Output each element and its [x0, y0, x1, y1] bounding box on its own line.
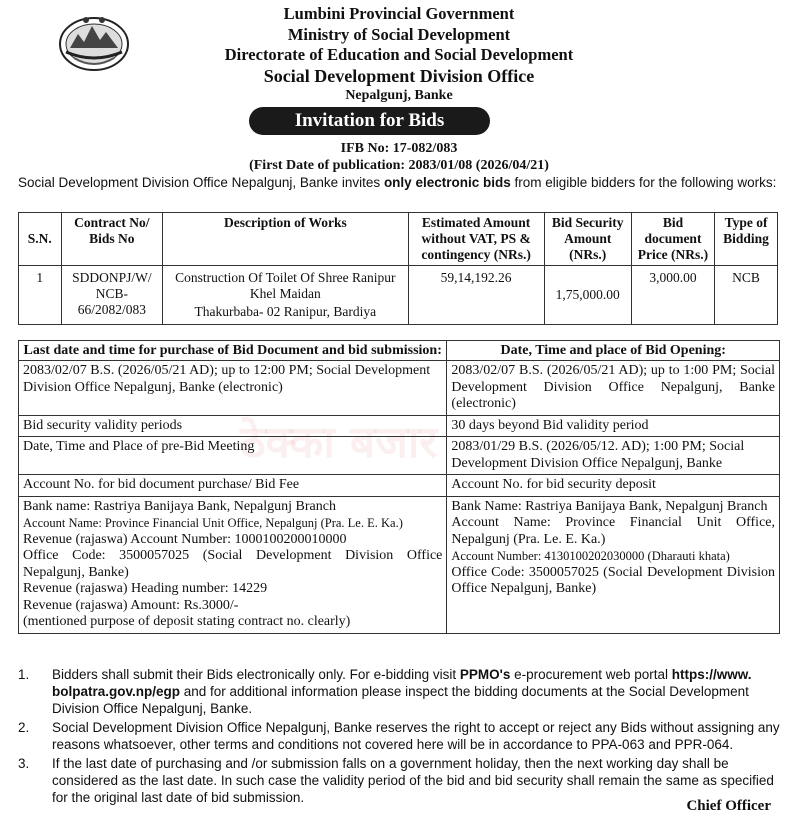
col-header-type: Type of Bidding: [715, 213, 778, 266]
table-row: [19, 475, 780, 497]
header-ministry: Ministry of Social Development: [287, 24, 511, 44]
col-header-bid-security: Bid Security Amount (NRs.): [544, 213, 631, 266]
header-office: Social Development Division Office: [263, 65, 535, 86]
cell-bid-security: 1,75,000.00: [544, 266, 631, 325]
col-header-description: Description of Works: [163, 213, 409, 266]
cell-sn: 1: [19, 266, 62, 325]
office-code: Office Code: 3500057025 (Social Development Division Office Nepalgunj, Banke): [23, 548, 443, 580]
signature-chief-officer: Chief Officer: [686, 798, 771, 814]
works-table-header-row: [19, 213, 778, 266]
watermark: ठेक्का बजार: [240, 417, 438, 468]
deposit-purpose-note: (mentioned purpose of deposit stating contract no. clearly): [23, 614, 351, 629]
account-name: Account Name: Province Financial Unit Office, Nepalgunj (Pra. Le. E. Ka.): [23, 516, 403, 530]
security-validity-value: 30 days beyond Bid validity period: [447, 415, 780, 437]
invitation-banner: Invitation for Bids: [249, 107, 490, 135]
note-number: 3.: [18, 756, 30, 771]
revenue-account-number: Revenue (rajaswa) Account Number: 1000100200010000: [23, 531, 347, 547]
list-item: [18, 755, 780, 806]
revenue-amount: Revenue (rajaswa) Amount: Rs.3000/-: [23, 597, 239, 613]
cell-description: [163, 266, 409, 325]
list-item: [18, 719, 780, 753]
submission-deadline: 2083/02/07 B.S. (2026/05/21 AD); up to 12:00 PM; Social Development Division Office Nepalgunj, Banke (electronic): [19, 361, 447, 416]
info-header-row: [19, 341, 780, 361]
bolpatra-link[interactable]: https://www. bolpatra.gov.np/egp: [52, 667, 752, 699]
note-text: Social Development Division Office Nepalgunj, Banke reserves the right to accept or reject any Bids without assigning any reasons whatsoever, other terms and conditions not covered here will be in accordance to PPA-063 and PPR-064.: [52, 720, 780, 752]
bid-opening: 2083/02/07 B.S. (2026/05/21 AD); up to 1:00 PM; Social Development Division Office Nepalgunj, Banke (electronic): [447, 361, 780, 416]
revenue-heading-number: Revenue (rajaswa) Heading number: 14229: [23, 581, 268, 596]
table-row: [19, 266, 778, 325]
note-text: e-procurement web portal: [510, 667, 672, 682]
info-left-header: Last date and time for purchase of Bid Document and bid submission:: [19, 341, 447, 361]
publication-date: (First Date of publication: 2083/01/08 (2026/04/21): [249, 158, 549, 173]
note-number: 1.: [18, 667, 30, 682]
table-row: [19, 437, 780, 475]
col-header-sn: S.N.: [19, 213, 62, 266]
intro-paragraph: [18, 174, 780, 191]
ifb-number: IFB No: 17-082/083: [340, 141, 458, 156]
info-right-header: Date, Time and place of Bid Opening:: [447, 341, 780, 361]
note-text: and for additional information please inspect the bidding documents at the Social Development Division Office Nepalgunj, Banke.: [52, 684, 749, 716]
notes-list: [18, 666, 780, 808]
bid-info-table: [18, 340, 780, 634]
pre-bid-meeting-label: Date, Time and Place of pre-Bid Meeting: [19, 437, 447, 475]
cell-type: NCB: [715, 266, 778, 325]
intro-text: Social Development Division Office Nepalgunj, Banke invites: [18, 175, 384, 190]
note-text: Bidders shall submit their Bids electronically only. For e-bidding visit: [52, 667, 460, 682]
col-header-estimate: Estimated Amount without VAT, PS & contingency (NRs.): [408, 213, 544, 266]
cell-doc-price: 3,000.00: [631, 266, 714, 325]
bank-name: Bank Name: Rastriya Banijaya Bank, Nepalgunj Branch: [451, 498, 768, 514]
security-deposit-account-details: [447, 496, 780, 633]
table-row: [19, 496, 780, 633]
pre-bid-meeting-value: 2083/01/29 B.S. (2026/05/12. AD); 1:00 PM; Social Development Division Office Nepalgunj, Banke: [447, 437, 780, 475]
bid-fee-account-label: Account No. for bid document purchase/ Bid Fee: [19, 475, 447, 497]
table-row: [19, 415, 780, 437]
bank-name: Bank name: Rastriya Banijaya Bank, Nepalgunj Branch: [23, 498, 336, 514]
description-line-2: Thakurbaba- 02 Ranipur, Bardiya: [194, 304, 377, 319]
note-text: If the last date of purchasing and /or submission falls on a government holiday, then the next working day shall be considered as the last date. In such case the validity period of the bid and bid security shall remain the same as specified for the original last date of bid submission.: [52, 756, 774, 805]
col-header-contract: Contract No/ Bids No: [61, 213, 162, 266]
bid-fee-account-details: [19, 496, 447, 633]
table-row: [19, 361, 780, 416]
intro-text-end: from eligible bidders for the following works:: [510, 175, 777, 190]
works-table: [18, 212, 778, 325]
security-deposit-account-label: Account No. for bid security deposit: [447, 475, 780, 497]
description-line-1: Construction Of Toilet Of Shree Ranipur Khel Maidan: [175, 270, 396, 301]
header-location: Nepalgunj, Banke: [345, 87, 453, 103]
office-code: Office Code: 3500057025 (Social Development Division Office Nepalgunj, Banke): [451, 564, 775, 596]
list-item: [18, 666, 780, 717]
security-validity-label: Bid security validity periods: [19, 415, 447, 437]
intro-bold-text: only electronic bids: [383, 175, 511, 190]
note-number: 2.: [18, 720, 30, 735]
cell-contract: SDDONPJ/W/ NCB- 66/2082/083: [61, 266, 162, 325]
cell-estimate: 59,14,192.26: [408, 266, 544, 325]
col-header-doc-price: Bid document Price (NRs.): [631, 213, 714, 266]
note-bold-ppmo: PPMO's: [459, 667, 511, 682]
header-directorate: Directorate of Education and Social Development: [224, 45, 574, 64]
document-header: [0, 4, 798, 104]
account-name: Account Name: Province Financial Unit Office, Nepalgunj (Pra. Le. E. Ka.): [451, 515, 775, 547]
header-provincial-government: Lumbini Provincial Government: [283, 4, 515, 23]
deposit-account-number: Account Number: 4130100202030000 (Dharauti khata): [451, 549, 730, 563]
